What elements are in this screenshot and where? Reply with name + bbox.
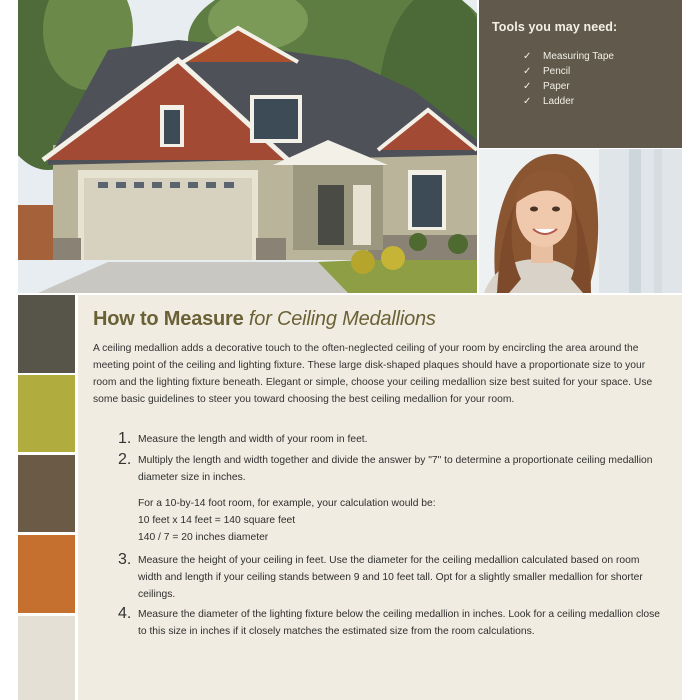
example-line: 140 / 7 = 20 inches diameter — [138, 532, 269, 543]
step-number: 4. — [118, 605, 132, 622]
step-number: 3. — [118, 551, 132, 568]
tools-title: Tools you may need: — [492, 20, 618, 34]
color-swatch — [18, 616, 75, 700]
article-title — [93, 308, 664, 331]
checkmark-icon: ✓ — [523, 51, 532, 62]
title-subtitle: for Ceiling Medallions — [248, 308, 436, 330]
list-item — [523, 94, 668, 109]
list-item — [523, 79, 668, 94]
step-number: 2. — [118, 451, 132, 468]
tools-panel — [479, 0, 682, 148]
tool-label: Paper — [543, 81, 570, 92]
list-item — [523, 49, 668, 64]
woman-photo — [479, 149, 682, 293]
woman-illustration — [479, 149, 682, 293]
tool-label: Pencil — [543, 66, 571, 77]
color-swatch — [18, 455, 75, 532]
house-illustration — [18, 0, 477, 293]
example-line: 10 feet x 14 feet = 140 square feet — [138, 515, 296, 526]
step-text: Measure the length and width of your room in feet. — [138, 434, 368, 445]
list-item — [523, 64, 668, 79]
list-item — [118, 429, 664, 449]
article-panel — [78, 295, 682, 700]
list-item — [118, 450, 664, 486]
steps-list-continued — [93, 550, 664, 640]
example-line: For a 10-by-14 foot room, for example, your calculation would be: — [138, 498, 436, 509]
steps-list — [93, 429, 664, 486]
step-text: Measure the height of your ceiling in feet. Use the diameter for the ceiling medallion calculated based on room width and length if your ceiling stands between 9 and 10 feet tall. Opt for a slightly smaller medallion for shorter ceilings. — [138, 555, 643, 600]
intro-paragraph: A ceiling medallion adds a decorative touch to the often-neglected ceiling of your room by encircling the area around the meeting point of the ceiling and lighting fixture. These large disk-shaped plaques should have a proportionate size to your room and the lighting fixture beneath. Elegant or simple, choose your ceiling medallion size best suited for your space. Use some basic guidelines to steer you toward choosing the best ceiling medallion for your room. — [93, 343, 653, 405]
checkmark-icon: ✓ — [523, 66, 532, 77]
tool-label: Measuring Tape — [543, 51, 614, 62]
color-swatch — [18, 375, 75, 452]
color-swatch — [18, 295, 75, 373]
title-main: How to Measure — [93, 308, 244, 330]
list-item — [118, 604, 664, 640]
step-text: Measure the diameter of the lighting fixture below the ceiling medallion in inches. Look for a ceiling medallion close to this size in inches if it closely matches the estimated size from the room calculations. — [138, 609, 660, 637]
step-number: 1. — [118, 430, 132, 447]
example-calculation — [138, 495, 664, 546]
tools-list — [492, 49, 668, 109]
house-photo — [18, 0, 477, 293]
color-swatch — [18, 535, 75, 613]
tool-label: Ladder — [543, 96, 575, 107]
checkmark-icon: ✓ — [523, 96, 532, 107]
step-text: Multiply the length and width together and divide the answer by "7" to determine a proportionate ceiling medallion diameter size in inches. — [138, 455, 653, 483]
checkmark-icon: ✓ — [523, 81, 532, 92]
list-item — [118, 550, 664, 603]
